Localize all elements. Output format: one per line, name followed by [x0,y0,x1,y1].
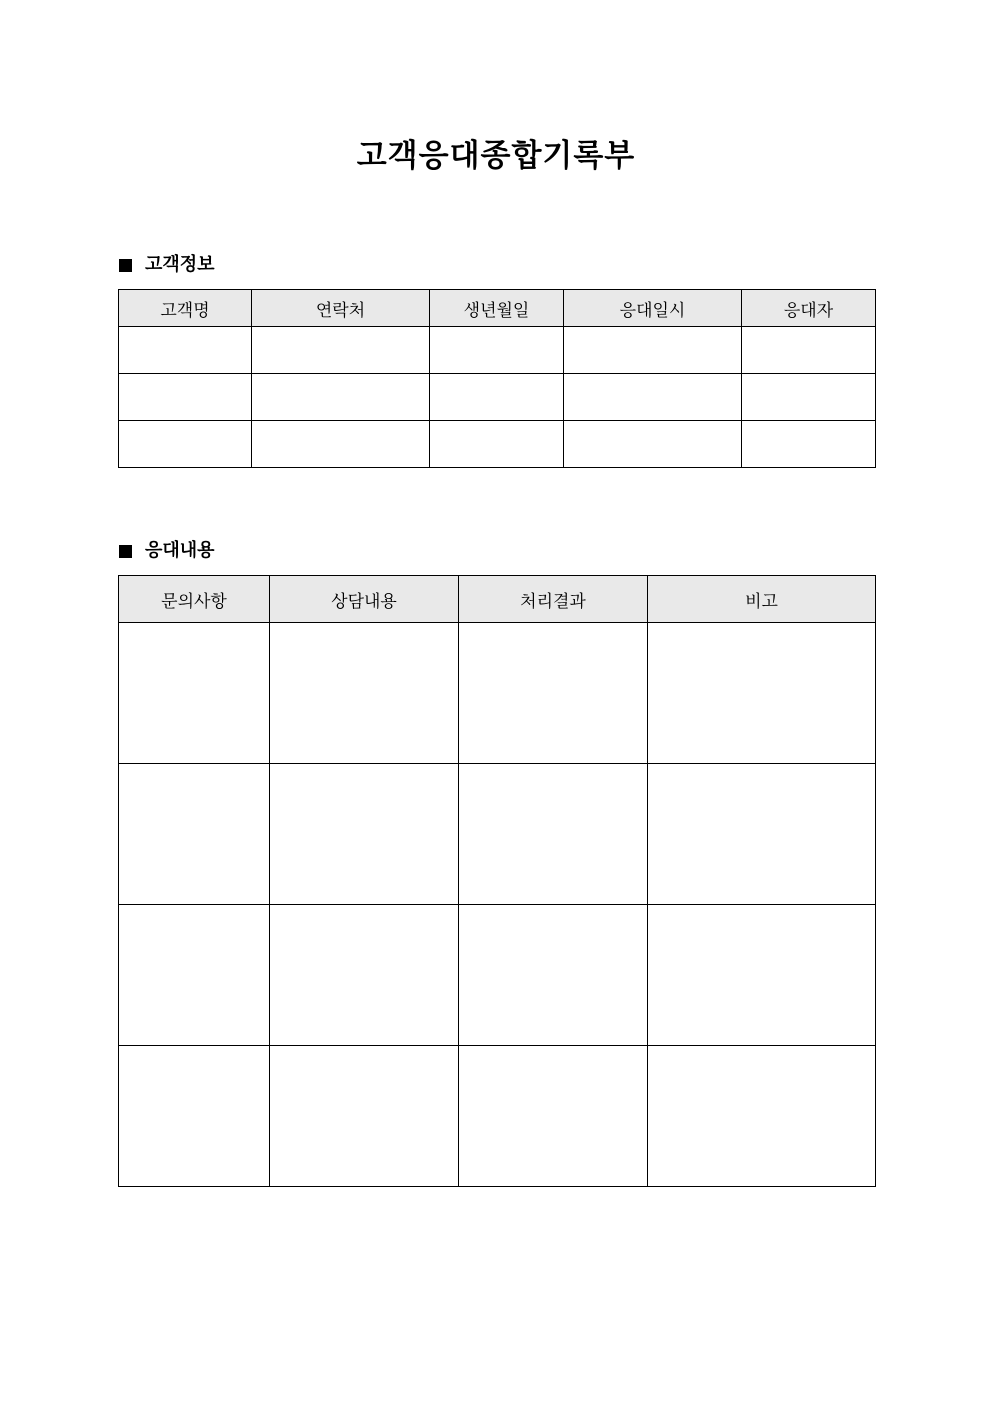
table-cell[interactable] [742,327,876,374]
table-cell[interactable] [459,905,648,1046]
table-cell[interactable] [252,421,430,468]
table-row [119,764,876,905]
table-cell[interactable] [648,905,876,1046]
table-cell[interactable] [119,327,252,374]
column-header-customer-name: 고객명 [119,290,252,327]
table-cell[interactable] [648,764,876,905]
table-row [119,327,876,374]
customer-info-table [118,289,876,468]
table-cell[interactable] [648,623,876,764]
table-cell[interactable] [119,421,252,468]
section-heading-label: 응대내용 [145,540,215,561]
table-cell[interactable] [119,623,270,764]
section-heading-label: 고객정보 [145,254,215,275]
table-cell[interactable] [430,421,564,468]
table-cell[interactable] [459,623,648,764]
page-title: 고객응대종합기록부 [356,138,636,174]
table-header-row [119,290,876,327]
table-cell[interactable] [430,327,564,374]
table-row [119,421,876,468]
column-header-result: 처리결과 [459,576,648,623]
table-row [119,1046,876,1187]
table-cell[interactable] [742,421,876,468]
table-cell[interactable] [119,905,270,1046]
column-header-agent: 응대자 [742,290,876,327]
column-header-consultation: 상담내용 [270,576,459,623]
table-cell[interactable] [270,623,459,764]
table-cell[interactable] [119,1046,270,1187]
table-cell[interactable] [270,1046,459,1187]
table-row [119,374,876,421]
table-cell[interactable] [270,905,459,1046]
table-cell[interactable] [270,764,459,905]
table-cell[interactable] [252,327,430,374]
table-cell[interactable] [742,374,876,421]
section-heading-service-content [119,539,215,563]
column-header-contact: 연락처 [252,290,430,327]
table-header-row [119,576,876,623]
table-cell[interactable] [252,374,430,421]
table-cell[interactable] [119,764,270,905]
table-cell[interactable] [564,421,742,468]
column-header-inquiry: 문의사항 [119,576,270,623]
table-cell[interactable] [459,764,648,905]
table-cell[interactable] [648,1046,876,1187]
table-cell[interactable] [430,374,564,421]
column-header-remarks: 비고 [648,576,876,623]
table-row [119,623,876,764]
column-header-birth-date: 생년월일 [430,290,564,327]
column-header-service-datetime: 응대일시 [564,290,742,327]
table-cell[interactable] [119,374,252,421]
table-cell[interactable] [459,1046,648,1187]
square-bullet-icon [119,545,132,558]
service-content-table [118,575,876,1187]
section-heading-customer-info [119,253,215,277]
table-cell[interactable] [564,374,742,421]
square-bullet-icon [119,259,132,272]
table-row [119,905,876,1046]
table-cell[interactable] [564,327,742,374]
